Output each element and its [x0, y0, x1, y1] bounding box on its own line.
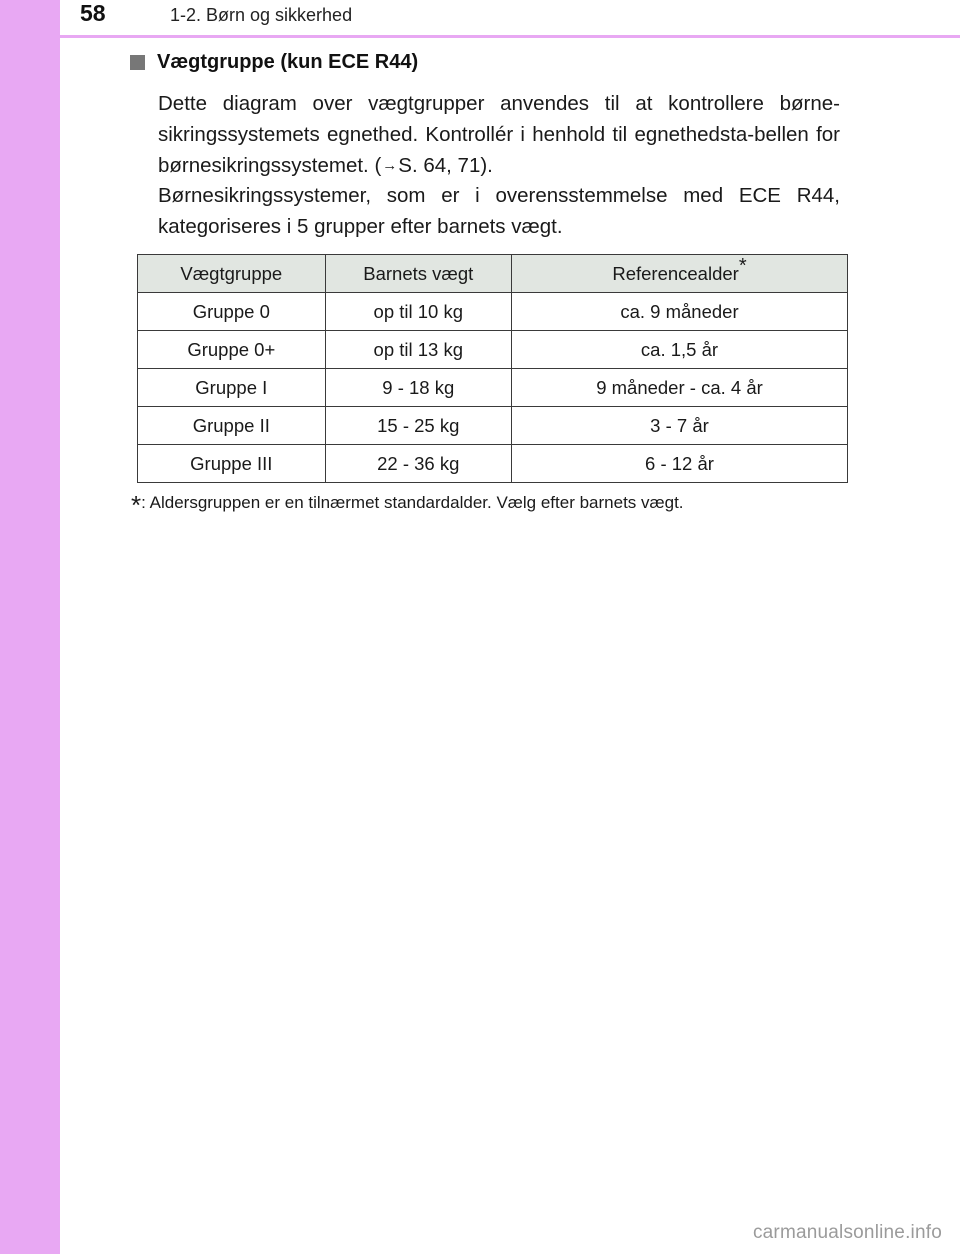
table-cell: ca. 1,5 år	[511, 331, 847, 369]
table-cell: 15 - 25 kg	[325, 407, 511, 445]
table-cell: 3 - 7 år	[511, 407, 847, 445]
side-tab-bar	[0, 0, 60, 1254]
table-cell: 9 måneder - ca. 4 år	[511, 369, 847, 407]
footnote-asterisk: *	[131, 490, 142, 520]
footnote	[131, 490, 684, 521]
page-number: 58	[80, 0, 106, 26]
table-cell: Gruppe I	[138, 369, 326, 407]
table-row	[138, 293, 848, 331]
table-cell: op til 10 kg	[325, 293, 511, 331]
table-row	[138, 369, 848, 407]
header-reference-age	[511, 255, 847, 293]
chapter-title: 1-2. Børn og sikkerhed	[170, 5, 353, 25]
table-cell: ca. 9 måneder	[511, 293, 847, 331]
table-cell: 6 - 12 år	[511, 445, 847, 483]
table-row	[138, 445, 848, 483]
arrow-right-icon: →	[382, 157, 398, 174]
page-reference-link[interactable]: S. 64, 71).	[398, 154, 493, 177]
header-divider	[60, 35, 960, 38]
table-row	[138, 407, 848, 445]
table-cell: Gruppe II	[138, 407, 326, 445]
table-cell: Gruppe 0	[138, 293, 326, 331]
header-weight-group: Vægtgruppe	[138, 255, 326, 293]
asterisk-mark: *	[738, 254, 747, 277]
table-cell: Gruppe 0+	[138, 331, 326, 369]
square-bullet-icon	[130, 55, 145, 70]
table-cell: op til 13 kg	[325, 331, 511, 369]
footnote-text: : Aldersgruppen er en tilnærmet standardalder. Vælg efter barnets vægt.	[141, 493, 684, 512]
intro-paragraph	[158, 88, 840, 181]
intro-text: Dette diagram over vægtgrupper anvendes til at kontrollere børne-sikringssystemets egnethed. Kontrollér i henhold til egnethedsta-bellen for børnesikringssystemet. (	[158, 92, 840, 177]
classification-paragraph: Børnesikringssystemer, som er i overensstemmelse med ECE R44, kategoriseres i 5 grupper efter barnets vægt.	[158, 184, 840, 238]
section-heading-text: Vægtgruppe (kun ECE R44)	[157, 51, 419, 73]
watermark-text: carmanualsonline.info	[752, 1222, 942, 1243]
header-reference-age-text: Referencealder	[612, 262, 739, 284]
table-row	[138, 331, 848, 369]
table-cell: 9 - 18 kg	[325, 369, 511, 407]
section-heading	[130, 51, 418, 74]
table-header-row	[138, 255, 848, 293]
header-child-weight: Barnets vægt	[325, 255, 511, 293]
table-cell: Gruppe III	[138, 445, 326, 483]
table-cell: 22 - 36 kg	[325, 445, 511, 483]
weight-group-table	[137, 254, 848, 483]
